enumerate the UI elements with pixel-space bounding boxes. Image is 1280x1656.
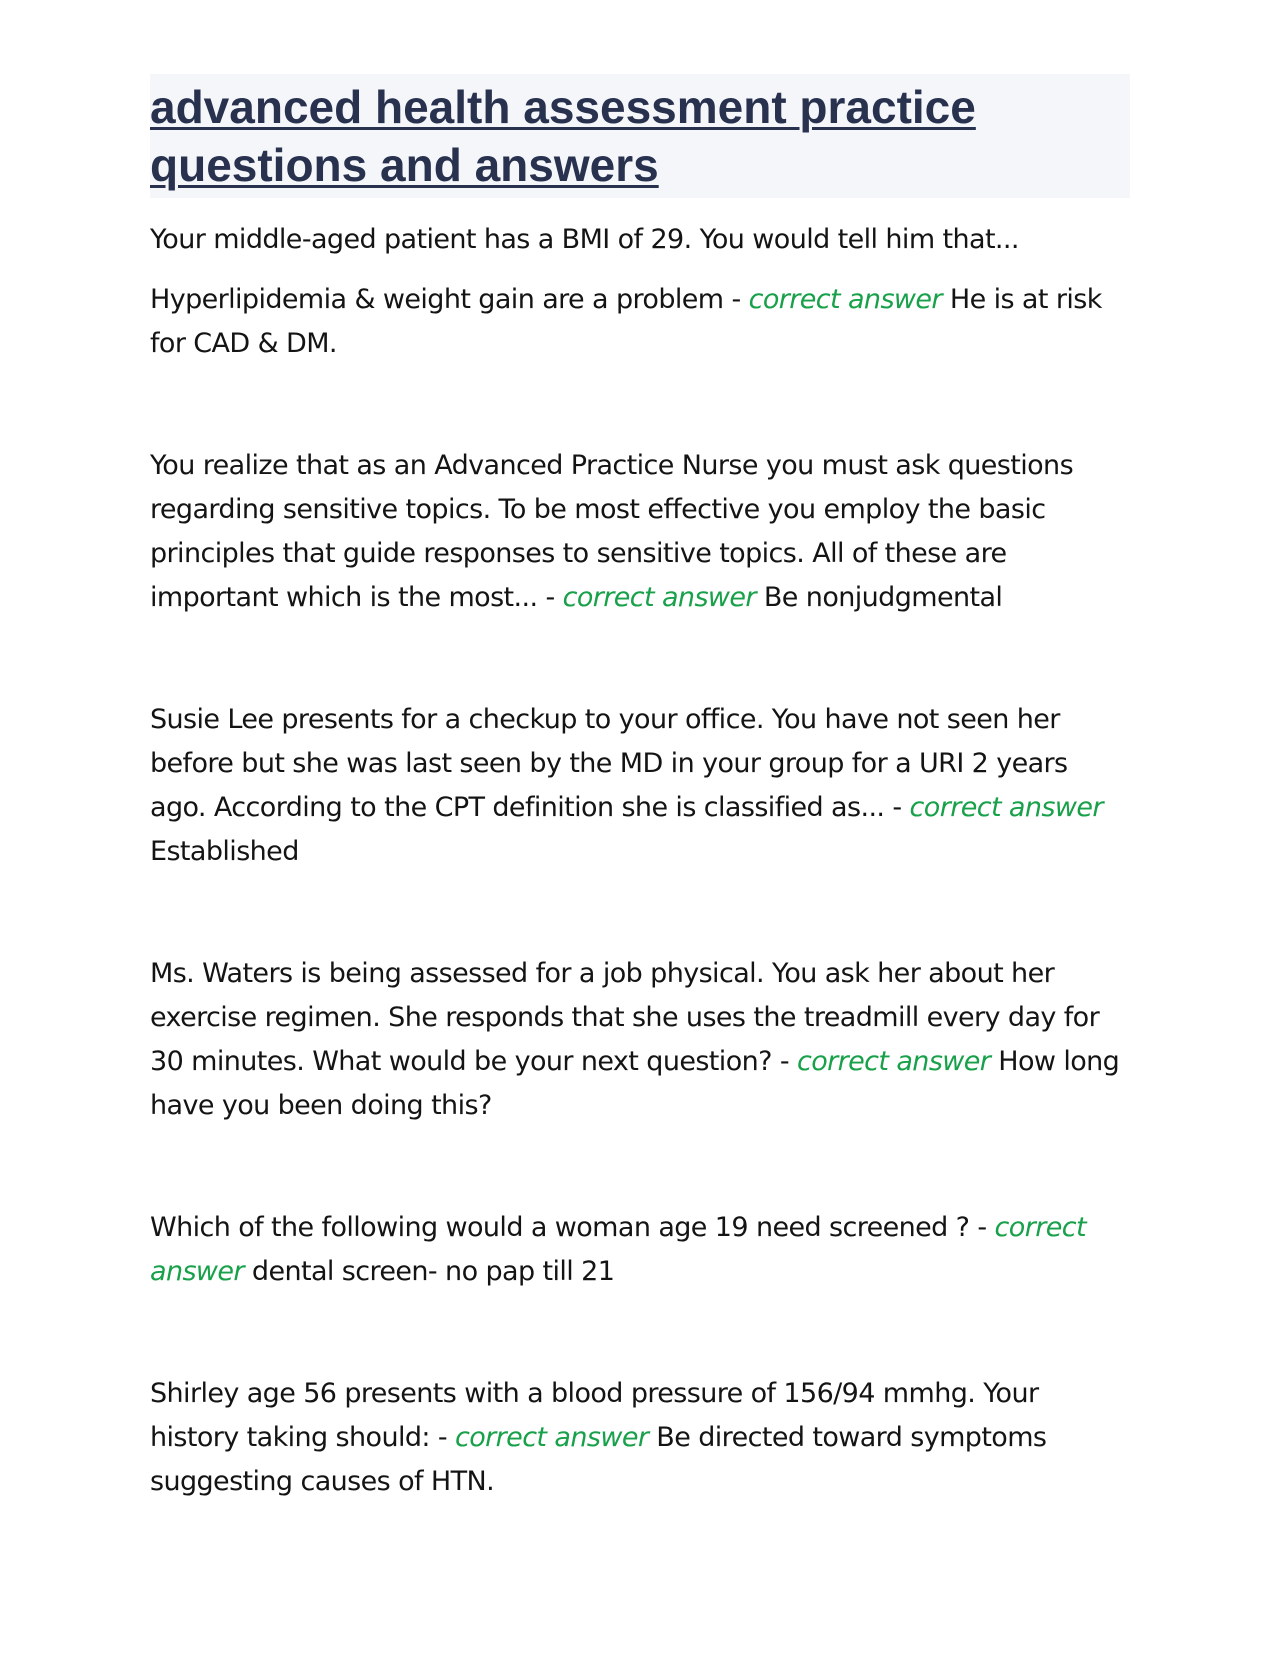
answer-6-text: Be directed toward symptoms suggesting causes of HTN.	[150, 1422, 1047, 1497]
question-answer-3	[150, 698, 1130, 874]
correct-answer-label-6: correct answer	[455, 1422, 649, 1453]
question-5: Which of the following would a woman age 19 need screened ? -	[150, 1212, 995, 1243]
question-1: Your middle-aged patient has a BMI of 29. You would tell him that...	[150, 224, 1019, 255]
question-answer-6	[150, 1372, 1130, 1504]
answer-3-text: Established	[150, 836, 299, 867]
answer-1-text: He is at risk for CAD & DM.	[150, 284, 1102, 359]
document-title: advanced health assessment practice questions and answers	[150, 81, 976, 191]
question-answer-4	[150, 952, 1130, 1128]
answer-1-lead: Hyperlipidemia & weight gain are a problem -	[150, 284, 749, 315]
question-2: You realize that as an Advanced Practice Nurse you must ask questions regarding sensitive topics. To be most effective you employ the basic principles that guide responses to sensitive topics. All of these are important which is the most... -	[150, 450, 1074, 613]
document-page	[150, 74, 1130, 1582]
question-3: Susie Lee presents for a checkup to your office. You have not seen her before but she was last seen by the MD in your group for a URI 2 years ago. According to the CPT definition she is classified as... -	[150, 704, 1068, 823]
correct-answer-label-5: correct answer	[150, 1212, 1086, 1287]
answer-2-text: Be nonjudgmental	[755, 582, 1003, 613]
title-block	[150, 74, 1130, 198]
correct-answer-label-2: correct answer	[562, 582, 756, 613]
correct-answer-label-1: correct answer	[748, 284, 942, 315]
answer-1	[150, 278, 1130, 366]
correct-answer-label-3: correct answer	[909, 792, 1103, 823]
question-answer-2	[150, 444, 1130, 620]
question-answer-5	[150, 1206, 1130, 1294]
correct-answer-label-4: correct answer	[796, 1046, 991, 1077]
answer-5-text: dental screen- no pap till 21	[243, 1256, 615, 1287]
question-4: Ms. Waters is being assessed for a job physical. You ask her about her exercise regimen. She responds that she uses the treadmill every day for 30 minutes. What would be your next question? -	[150, 958, 1100, 1077]
answer-4-text: How long have you been doing this?	[150, 1046, 1120, 1121]
question-6: Shirley age 56 presents with a blood pressure of 156/94 mmhg. Your history taking should: -	[150, 1378, 1039, 1453]
